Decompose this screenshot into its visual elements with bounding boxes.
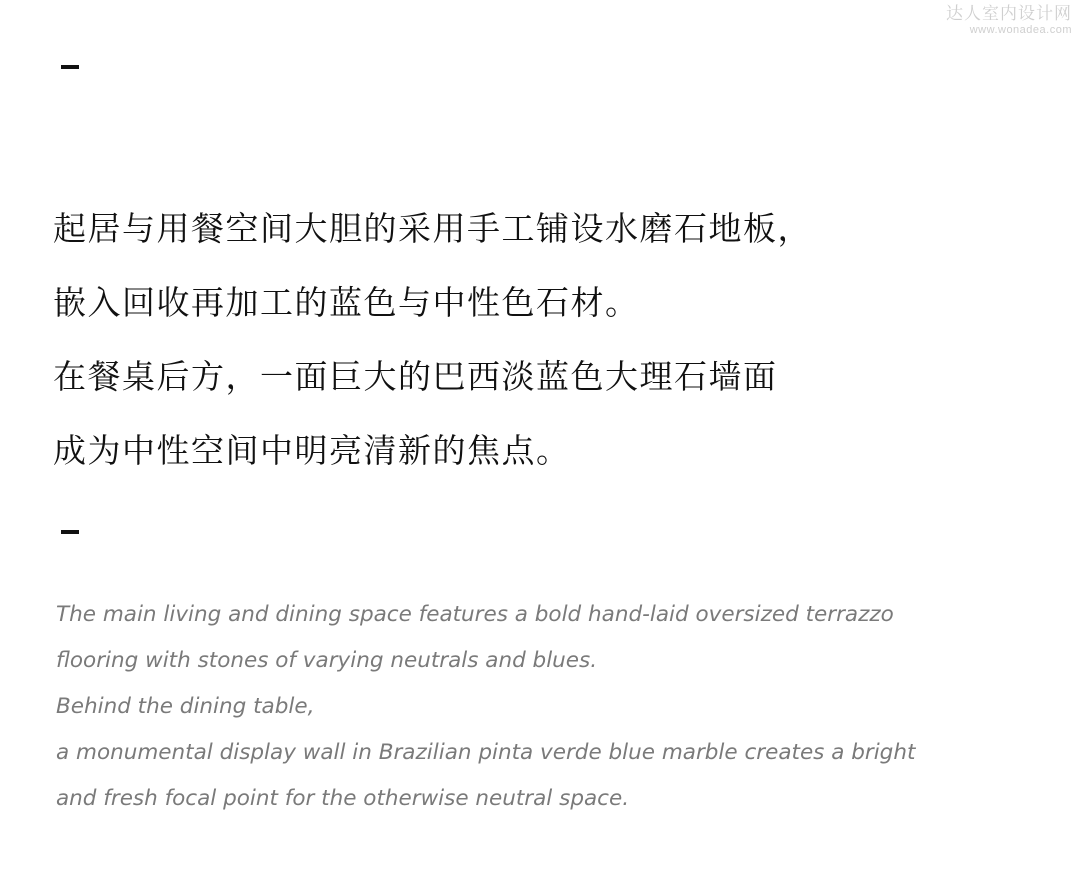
english-line: a monumental display wall in Brazilian pinta verde blue marble creates a bright	[56, 740, 916, 765]
middle-dash-divider	[61, 530, 79, 534]
english-description	[56, 592, 1066, 822]
watermark	[946, 4, 1072, 37]
chinese-line: 成为中性空间中明亮清新的焦点。	[53, 431, 571, 470]
top-dash-divider	[61, 65, 79, 69]
english-line: Behind the dining table,	[56, 694, 315, 719]
english-line: flooring with stones of varying neutrals and blues.	[56, 648, 598, 673]
watermark-site-name: 达人室内设计网	[946, 4, 1072, 24]
chinese-line: 在餐桌后方，一面巨大的巴西淡蓝色大理石墙面	[53, 357, 778, 396]
chinese-line: 嵌入回收再加工的蓝色与中性色石材。	[53, 283, 640, 322]
chinese-description	[53, 192, 1053, 488]
chinese-line: 起居与用餐空间大胆的采用手工铺设水磨石地板，	[53, 209, 812, 248]
english-line: The main living and dining space features a bold hand-laid oversized terrazzo	[56, 602, 894, 627]
english-line: and fresh focal point for the otherwise neutral space.	[56, 786, 630, 811]
watermark-url: www.wonadea.com	[969, 24, 1072, 36]
